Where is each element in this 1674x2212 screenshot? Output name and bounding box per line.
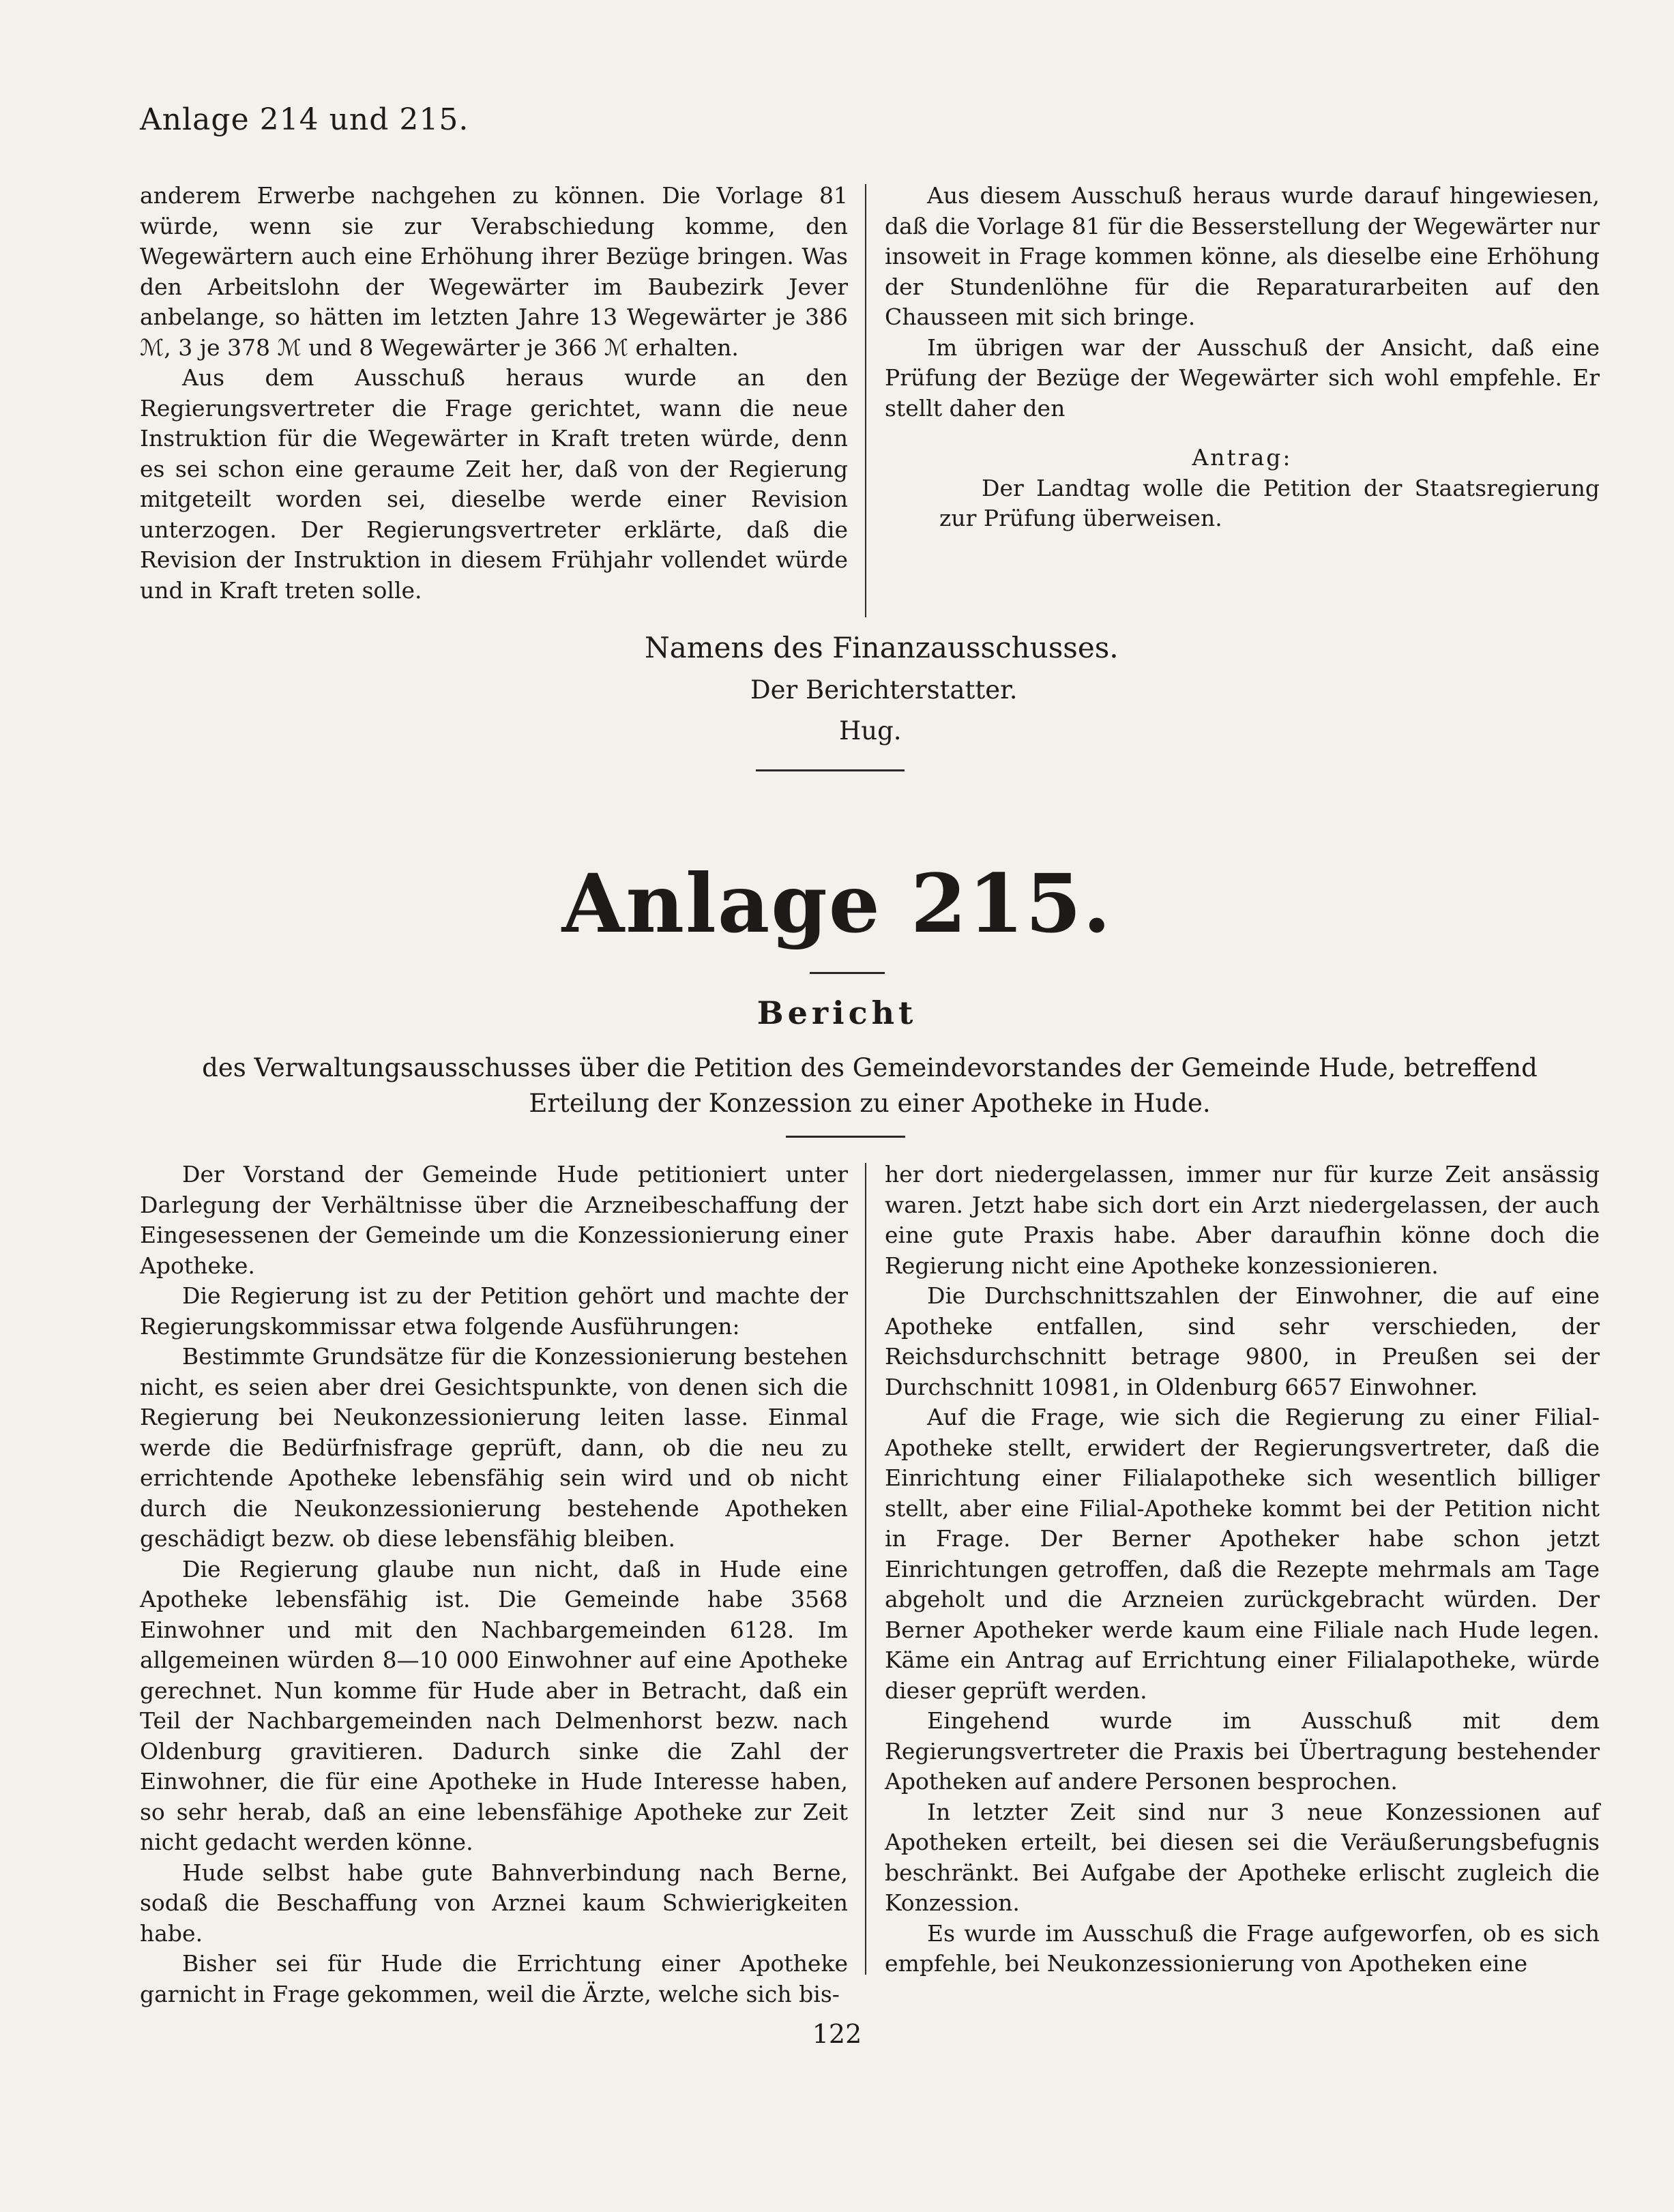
antrag-text: Der Landtag wolle die Petition der Staatsregierung zur Prüfung überweisen. (939, 474, 1600, 531)
paragraph: Die Regierung glaube nun nicht, daß in Hude eine Apotheke lebensfähig ist. Die Gemeinde habe 3568 Einwohner und mit den Nachbargemeinden 6128. Im allgemeinen würden 8—10 000 Einwohner auf eine Apotheke gerechnet. Nun komme für Hude aber in Betracht, daß ein Teil der Nachbargemeinden nach Delmenhorst bezw. nach Oldenburg gravitieren. Dadurch sinke die Zahl der Einwohner, die für eine Apotheke in Hude Interesse haben, so sehr herab, daß an eine lebensfähige Apotheke zur Zeit nicht gedacht werden könne. (140, 1555, 848, 1855)
report-subtitle: des Verwaltungsausschusses über die Petition des Gemeindevorstandes der Gemeinde Hude, betreffend Erteilung der Konzession zu einer Apotheke in Hude. (202, 1053, 1538, 1118)
page-number: 122 (812, 2019, 862, 2049)
running-header: Anlage 214 und 215. (140, 102, 469, 137)
antrag-heading: Antrag: (1192, 444, 1293, 471)
column-divider (865, 1163, 866, 1975)
top-left-column (140, 181, 848, 606)
bottom-right-column (885, 1160, 1600, 1979)
top-right-column (885, 181, 1600, 534)
paragraph: Es wurde im Ausschuß die Frage aufgeworfen, ob es sich empfehle, bei Neukonzessionierung von Apotheken eine (885, 1919, 1600, 1977)
document-title: Anlage 215. (561, 856, 1113, 951)
paragraph: Die Durchschnittszahlen der Einwohner, die auf eine Apotheke entfallen, sind sehr verschieden, der Reichsdurchschnitt betrage 9800, in Preußen sei der Durchschnitt 10981, in Oldenburg 6657 Einwohner. (885, 1282, 1600, 1400)
paragraph: Der Vorstand der Gemeinde Hude petitioniert unter Darlegung der Verhältnisse über die Arzneibeschaffung der Eingesessenen der Gemeinde um die Konzessionierung einer Apotheke. (140, 1161, 848, 1279)
title-underline (810, 972, 885, 974)
paragraph: Im übrigen war der Ausschuß der Ansicht, daß eine Prüfung der Bezüge der Wegewärter sich wohl empfehle. Er stellt daher den (885, 334, 1600, 422)
paragraph: Die Regierung ist zu der Petition gehört und machte der Regierungskommissar etwa folgende Ausführungen: (140, 1282, 848, 1340)
section-divider-short (756, 769, 905, 771)
signature-role: Der Berichterstatter. (750, 675, 1018, 705)
paragraph: Auf die Frage, wie sich die Regierung zu einer Filial-Apotheke stellt, erwidert der Regierungsvertreter, daß die Einrichtung einer Filialapotheke sich wesentlich billiger stellt, aber eine Filial-Apotheke kommt bei der Petition nicht in Frage. Der Berner Apotheker habe schon jetzt Einrichtungen getroffen, daß die Rezepte mehrmals am Tage abgeholt und die Arzneien zurückgebracht würden. Der Berner Apotheker werde kaum eine Filiale nach Hude legen. Käme ein Antrag auf Errichtung einer Filialapotheke, würde dieser geprüft werden. (885, 1404, 1600, 1704)
bottom-left-column (140, 1160, 848, 2009)
paragraph: her dort niedergelassen, immer nur für kurze Zeit ansässig waren. Jetzt habe sich dort ein Arzt niedergelassen, der auch eine gute Praxis habe. Aber daraufhin könne doch die Regierung nicht eine Apotheke konzessionieren. (885, 1161, 1600, 1279)
paragraph: anderem Erwerbe nachgehen zu können. Die Vorlage 81 würde, wenn sie zur Verabschiedung komme, den Wegewärtern auch eine Erhöhung ihrer Bezüge bringen. Was den Arbeitslohn der Wegewärter im Baubezirk Jever anbelange, so hätten im letzten Jahre 13 Wegewärter je 386 ℳ, 3 je 378 ℳ und 8 Wegewärter je 366 ℳ erhalten. (140, 182, 848, 361)
paragraph: Bisher sei für Hude die Errichtung einer Apotheke garnicht in Frage gekommen, weil die Ärzte, welche sich bis- (140, 1950, 848, 2007)
paragraph: Aus diesem Ausschuß heraus wurde darauf hingewiesen, daß die Vorlage 81 für die Besserstellung der Wegewärter nur insoweit in Frage kommen könne, als dieselbe eine Erhöhung der Stundenlöhne für die Reparaturarbeiten auf den Chausseen mit sich bringe. (885, 182, 1600, 330)
signature-committee: Namens des Finanzausschusses. (645, 631, 1119, 664)
paragraph: Bestimmte Grundsätze für die Konzessionierung bestehen nicht, es seien aber drei Gesichtspunkte, von denen sich die Regierung bei Neukonzessionierung leiten lasse. Einmal werde die Bedürfnisfrage geprüft, dann, ob die neu zu errichtende Apotheke lebensfähig sein wird und ob nicht durch die Neukonzessionierung bestehende Apotheken geschädigt bezw. ob diese lebensfähig bleiben. (140, 1343, 848, 1552)
signature-name: Hug. (839, 716, 902, 746)
paragraph: Aus dem Ausschuß heraus wurde an den Regierungsvertreter die Frage gerichtet, wann die neue Instruktion für die Wegewärter in Kraft treten würde, denn es sei schon eine geraume Zeit her, daß von der Regierung mitgeteilt worden sei, dieselbe werde einer Revision unterzogen. Der Regierungsvertreter erklärte, daß die Revision der Instruktion in diesem Frühjahr vollendet würde und in Kraft treten solle. (140, 364, 848, 604)
report-heading: Bericht (757, 994, 917, 1031)
paragraph: Eingehend wurde im Ausschuß mit dem Regierungsvertreter die Praxis bei Übertragung bestehender Apotheken auf andere Personen besprochen. (885, 1707, 1600, 1795)
column-divider (865, 184, 866, 617)
subtitle-underline (786, 1136, 905, 1138)
paragraph: Hude selbst habe gute Bahnverbindung nach Berne, sodaß die Beschaffung von Arznei kaum Schwierigkeiten habe. (140, 1859, 848, 1947)
paragraph: In letzter Zeit sind nur 3 neue Konzessionen auf Apotheken erteilt, bei diesen sei die Veräußerungsbefugnis beschränkt. Bei Aufgabe der Apotheke erlischt zugleich die Konzession. (885, 1798, 1600, 1916)
